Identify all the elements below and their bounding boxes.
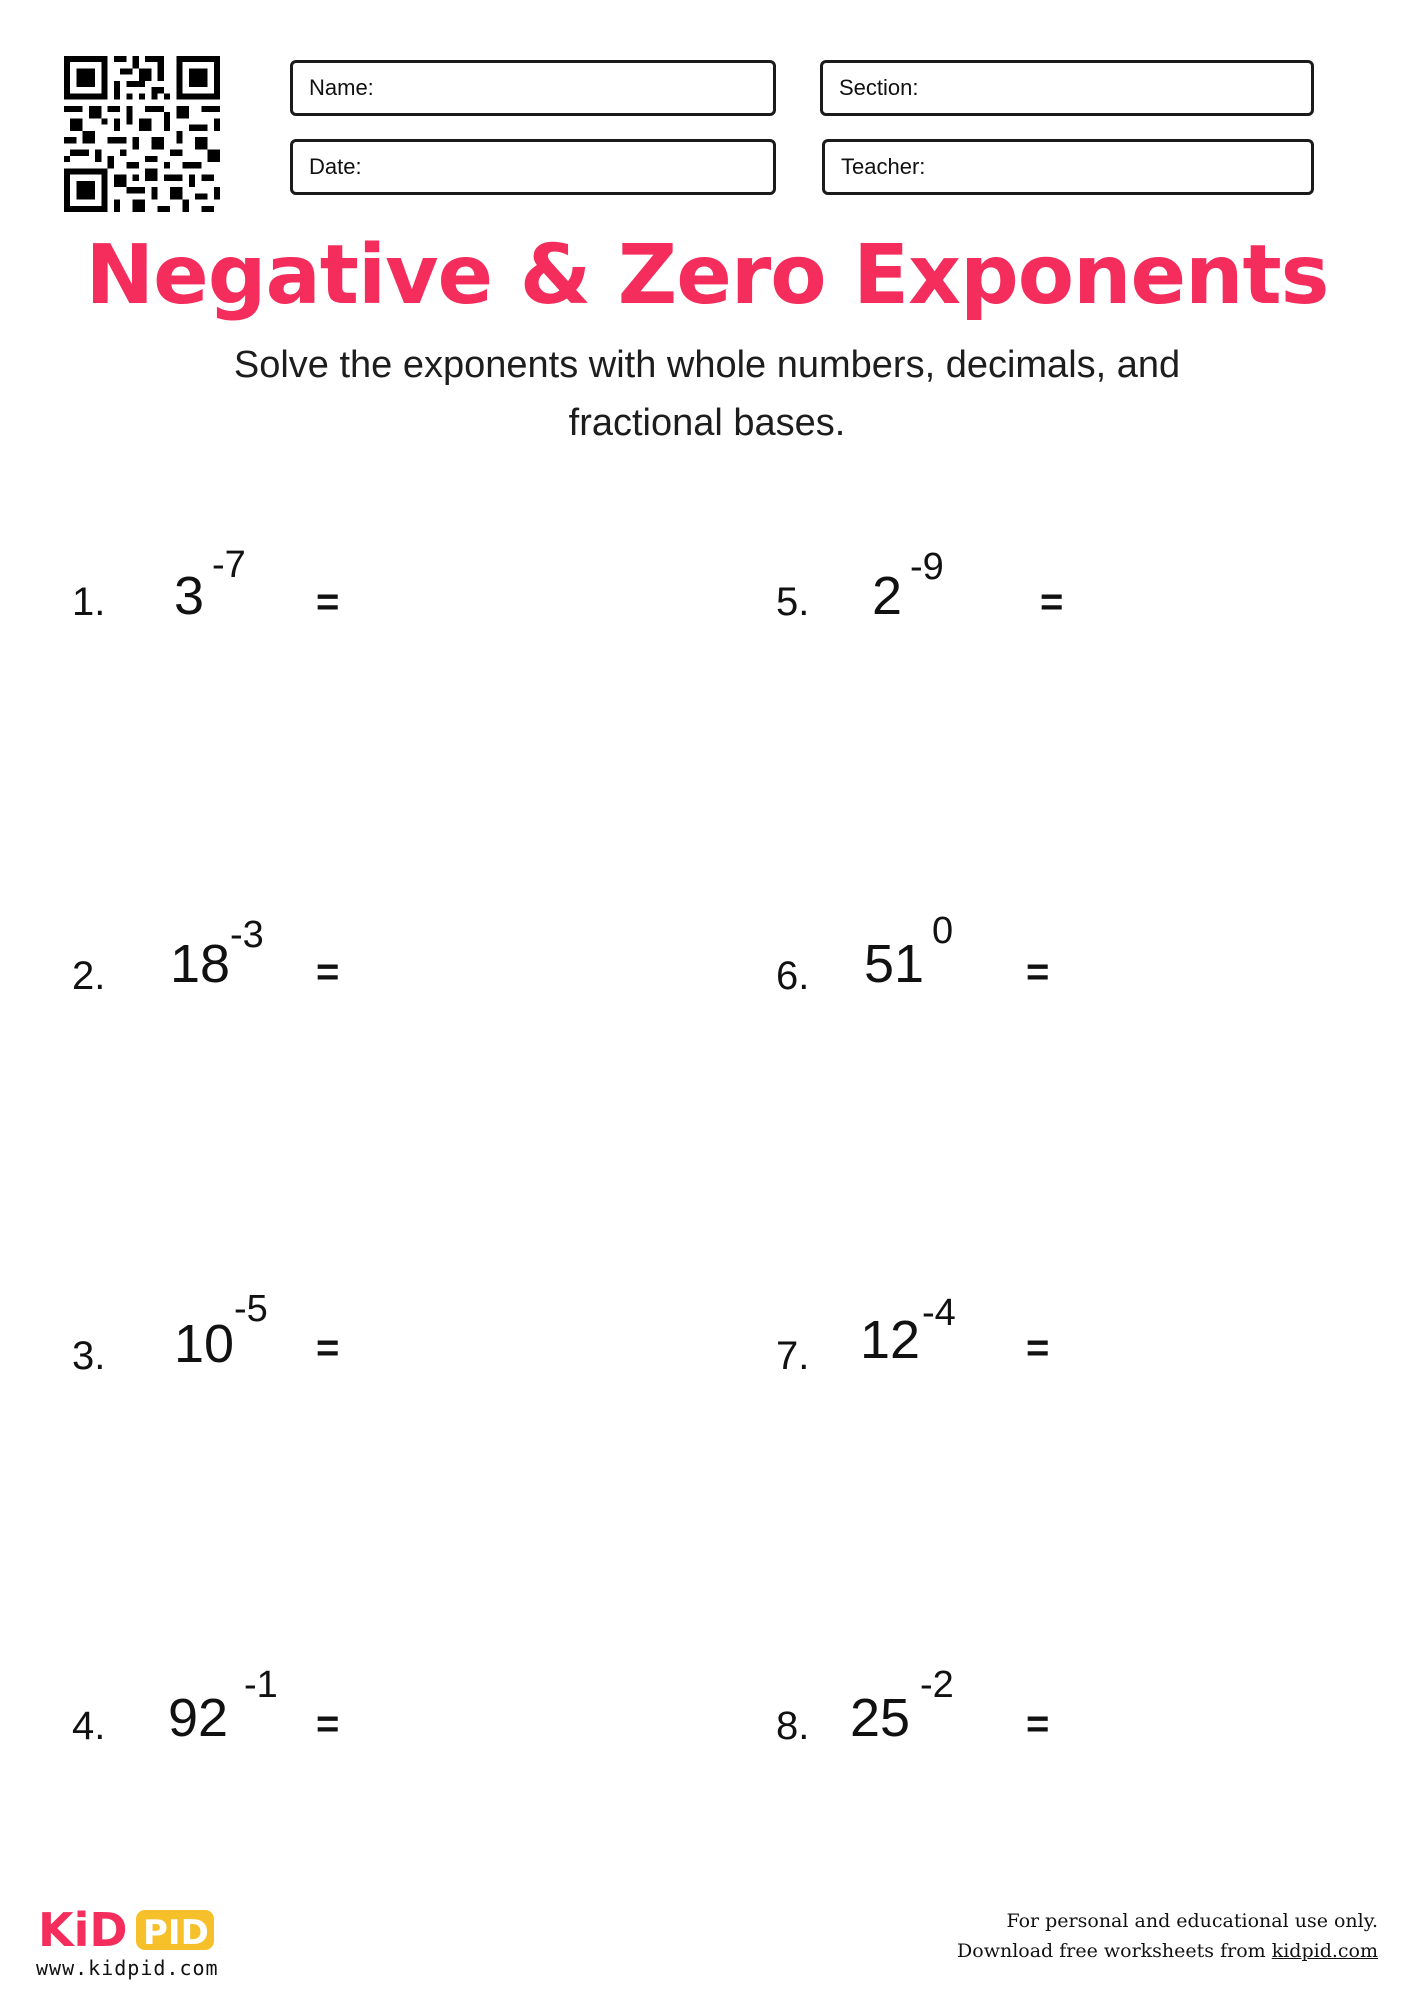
problem-number: 4. [72,1704,106,1748]
section-field-label: Section: [839,75,919,100]
kidpid-logo-graphic [36,1902,216,1954]
problem-number: 1. [72,580,106,624]
equals-sign: = [1040,580,1064,624]
teacher-field[interactable] [822,139,1314,195]
footer-note-prefix: Download free worksheets from [957,1940,1266,1962]
problem-base: 12 [860,1310,921,1370]
problem-exponent: -5 [234,1288,268,1330]
name-field[interactable] [290,60,776,116]
problem-exponent: -2 [920,1664,954,1706]
problem-base: 51 [864,934,925,994]
svg-text:KiD: KiD [38,1903,128,1954]
problem-exponent: -7 [212,544,246,586]
kidpid-logo [36,1902,216,1954]
problem-exponent: -9 [910,546,944,588]
problem-base: 2 [872,566,903,626]
problem-exponent: 0 [932,910,954,952]
problem-number: 5. [776,580,810,624]
problem-exponent: -4 [922,1292,956,1334]
qr-code [64,56,220,212]
svg-text:PID: PID [143,1913,209,1953]
problem-exponent: -3 [230,914,264,956]
equals-sign: = [1026,950,1050,994]
problem-exponent: -1 [244,1664,278,1706]
logo-url: www.kidpid.com [36,1956,219,1980]
page-title: Negative & Zero Exponents [85,228,1329,323]
equals-sign: = [316,1702,340,1746]
qr-code-graphic [64,56,220,212]
problem-base: 18 [170,934,231,994]
problem-base: 3 [174,566,205,626]
equals-sign: = [1026,1702,1050,1746]
equals-sign: = [316,580,340,624]
equals-sign: = [316,1326,340,1370]
problem-base: 92 [168,1688,229,1748]
footer-note [957,1906,1378,1966]
problem-base: 25 [850,1688,911,1748]
date-field-label: Date: [309,154,362,179]
instructions: Solve the exponents with whole numbers, decimals, and fractional bases. [233,344,1181,444]
problem-number: 2. [72,954,106,998]
kidpid-link[interactable]: kidpid.com [1271,1940,1378,1962]
footer-note-line2 [957,1936,1378,1966]
teacher-field-label: Teacher: [841,154,926,179]
name-field-label: Name: [309,75,374,100]
date-field[interactable] [290,139,776,195]
problem-number: 3. [72,1334,106,1378]
problem-number: 7. [776,1334,810,1378]
equals-sign: = [316,950,340,994]
problem-base: 10 [174,1314,235,1374]
problem-number: 8. [776,1704,810,1748]
equals-sign: = [1026,1326,1050,1370]
footer-note-line1: For personal and educational use only. [1006,1910,1378,1932]
problem-number: 6. [776,954,810,998]
section-field[interactable] [820,60,1314,116]
